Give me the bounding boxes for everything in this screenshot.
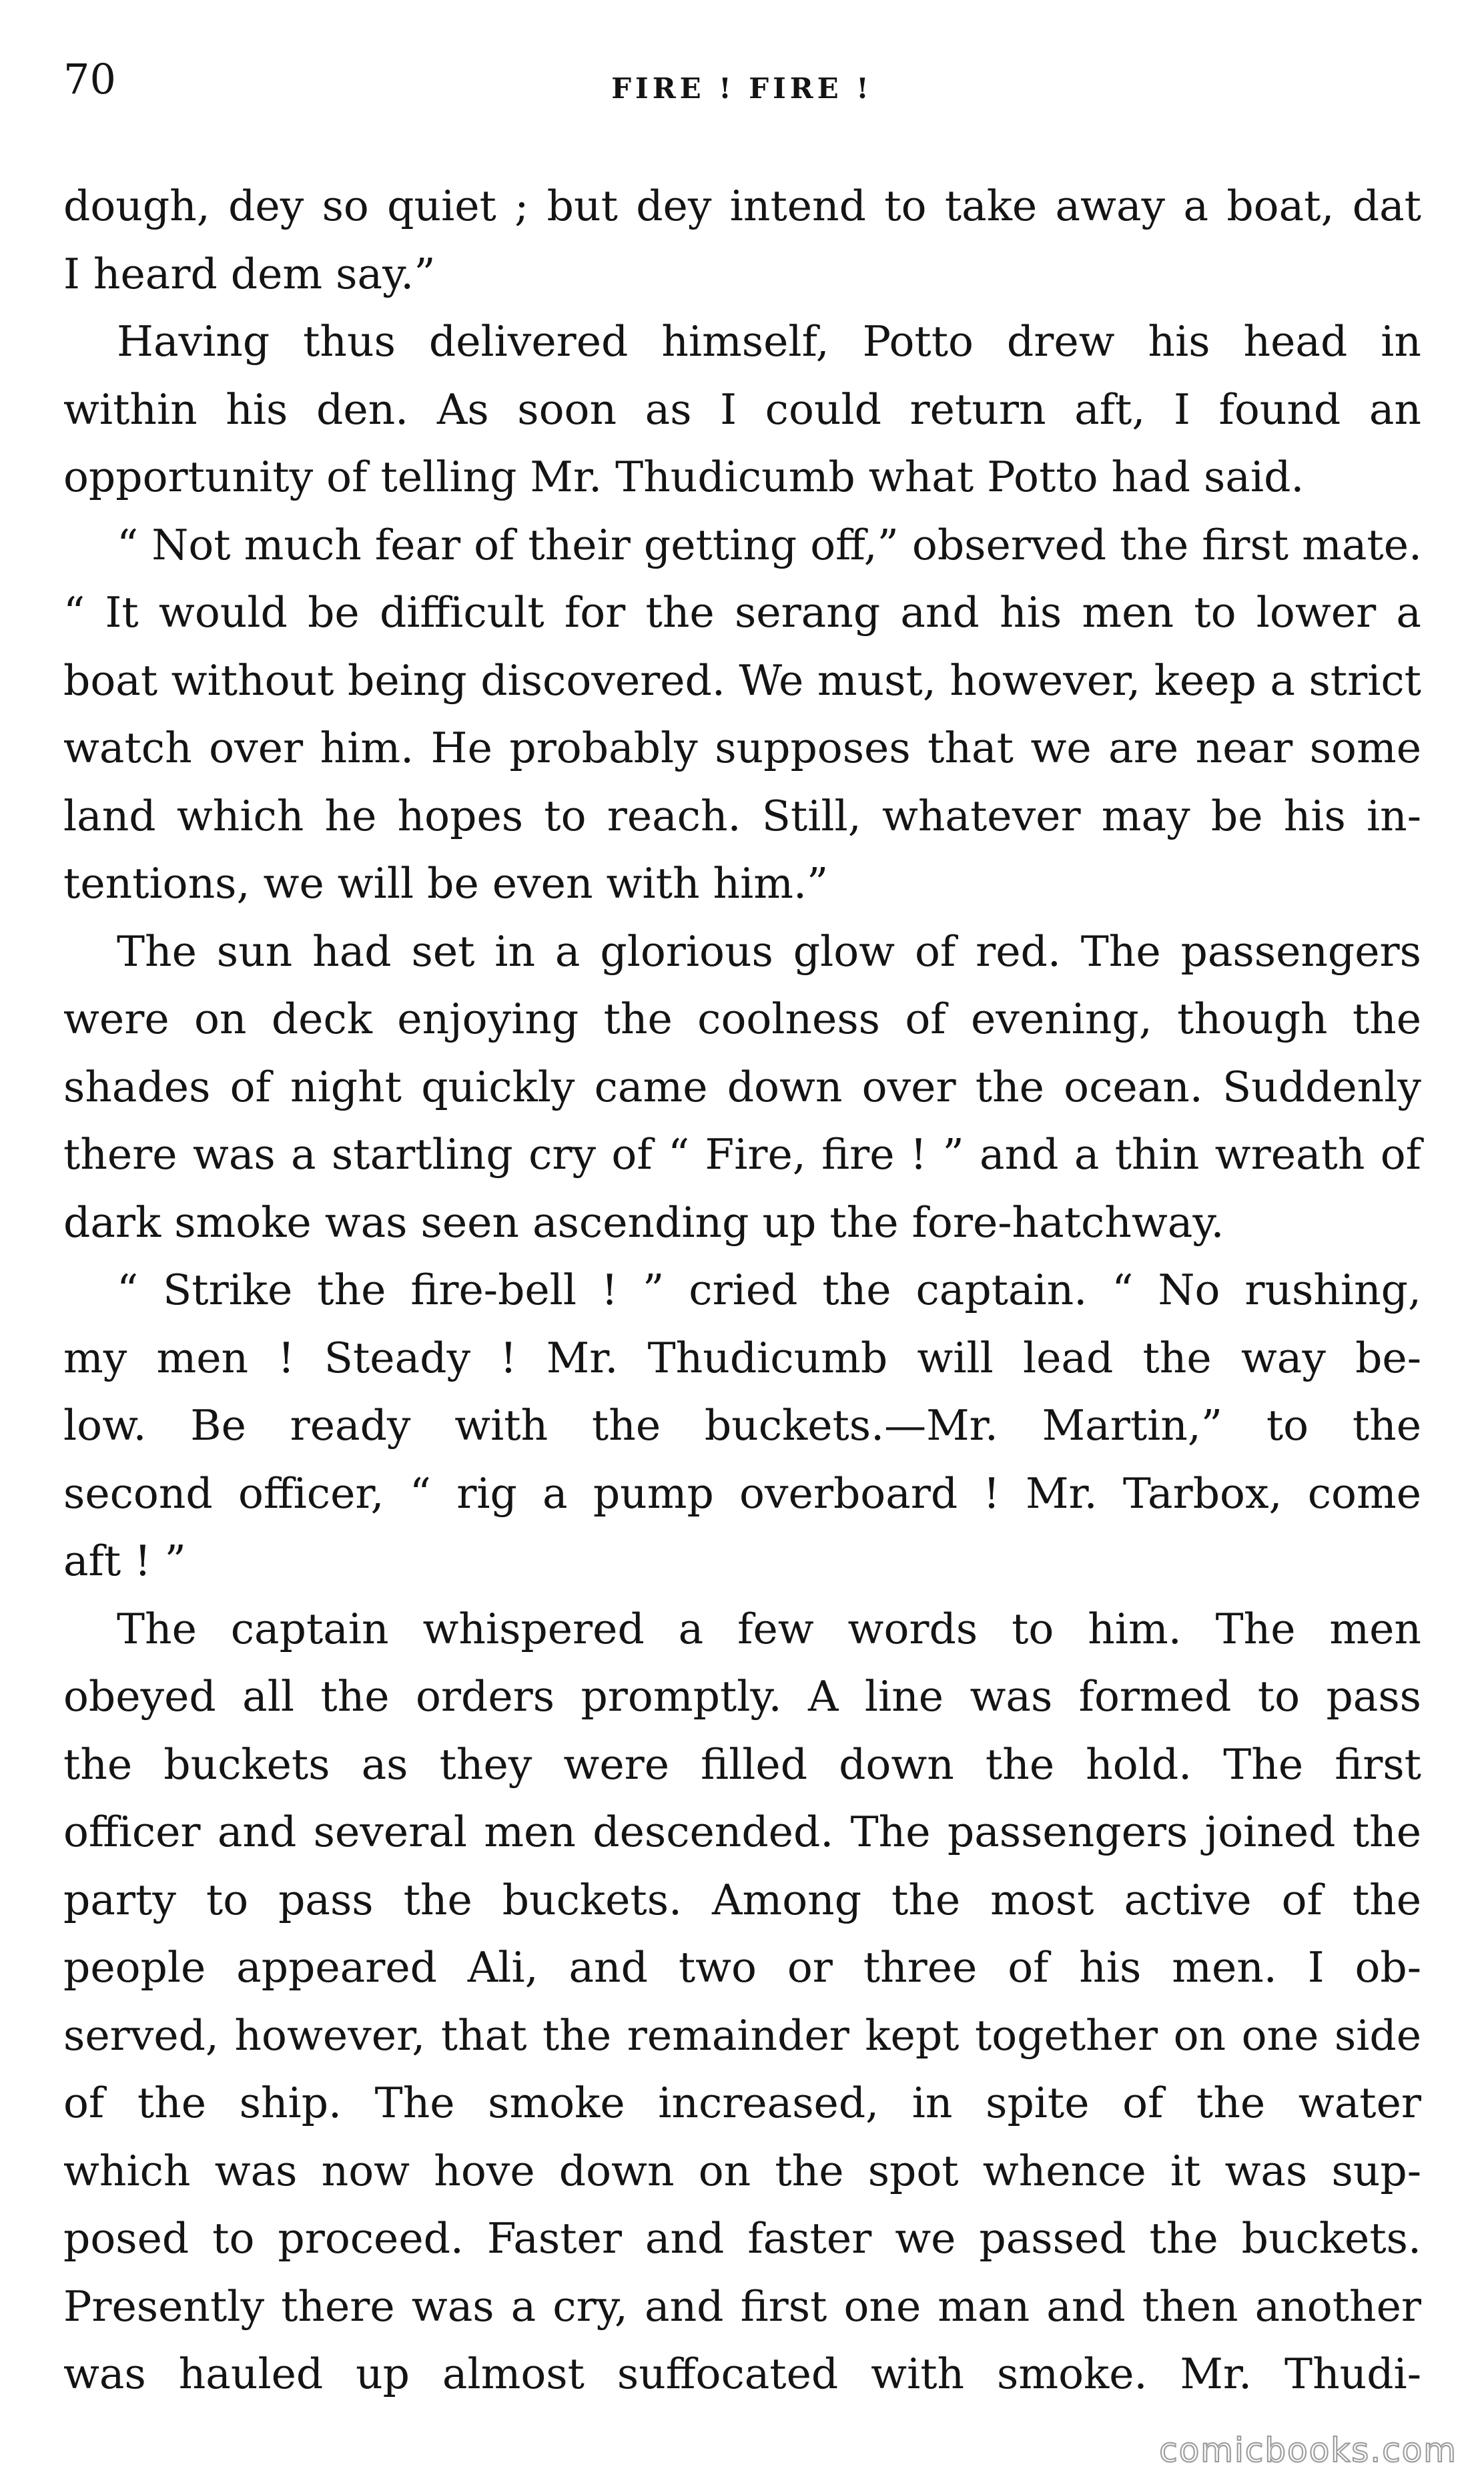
text-line: boat without being discovered. We must, however, keep a strict — [63, 655, 1421, 705]
text-line: of the ship. The smoke increased, in spite of the water — [63, 2079, 1421, 2127]
text-line: obeyed all the orders promptly. A line was formed to pass — [63, 1672, 1421, 1721]
text-line: served, however, that the remainder kept together on one side — [63, 2010, 1421, 2060]
text-line: tentions, we will be even with him.” — [63, 859, 829, 908]
text-line: the buckets as they were filled down the hold. The first — [63, 1739, 1421, 1789]
text-line: within his den. As soon as I could return aft, I found an — [63, 384, 1421, 434]
text-line: Presently there was a cry, and first one man and then another — [63, 2281, 1421, 2331]
text-line: watch over him. He probably supposes that we are near some — [63, 724, 1421, 772]
text-line: land which he hopes to reach. Still, whatever may be his in- — [63, 791, 1421, 840]
text-line: dark smoke was seen ascending up the fore-hatchway. — [63, 1197, 1224, 1247]
text-line: party to pass the buckets. Among the most active of the — [63, 1875, 1421, 1924]
running-head: FIRE ! FIRE ! — [611, 72, 873, 105]
text-line: were on deck enjoying the coolness of evening, though the — [63, 995, 1421, 1043]
text-line: dough, dey so quiet ; but dey intend to take away a boat, dat — [63, 182, 1421, 230]
watermark: comicbooks.com — [1159, 2431, 1457, 2470]
text-line: officer and several men descended. The passengers joined the — [63, 1808, 1421, 1856]
text-line: people appeared Ali, and two or three of his men. I ob- — [63, 1943, 1421, 1992]
text-line: opportunity of telling Mr. Thudicumb what Potto had said. — [63, 453, 1305, 501]
body-text — [63, 172, 1421, 2408]
text-line: Having thus delivered himself, Potto drew his head in — [117, 317, 1421, 366]
text-line: The sun had set in a glorious glow of red. The passengers — [117, 926, 1421, 976]
text-line: second officer, “ rig a pump overboard ! Mr. Tarbox, come — [63, 1468, 1421, 1518]
text-line: was hauled up almost suffocated with smoke. Mr. Thudi- — [63, 2349, 1421, 2398]
text-line: posed to proceed. Faster and faster we passed the buckets. — [63, 2214, 1421, 2263]
text-line: “ It would be difficult for the serang and his men to lower a — [63, 588, 1421, 637]
text-line: “ Not much fear of their getting off,” observed the first mate. — [117, 520, 1423, 569]
text-line: there was a startling cry of “ Fire, fire ! ” and a thin wreath of — [63, 1130, 1421, 1179]
text-line: shades of night quickly came down over the ocean. Suddenly — [63, 1062, 1421, 1111]
text-line: “ Strike the fire-bell ! ” cried the captain. “ No rushing, — [117, 1266, 1421, 1314]
page-number: 70 — [63, 55, 116, 103]
text-line: The captain whispered a few words to him. The men — [117, 1604, 1421, 1653]
text-line: I heard dem say.” — [63, 249, 436, 298]
text-line: low. Be ready with the buckets.—Mr. Martin,” to the — [63, 1401, 1421, 1450]
text-line: my men ! Steady ! Mr. Thudicumb will lead the way be- — [63, 1333, 1421, 1382]
text-line: aft ! ” — [63, 1537, 186, 1585]
text-line: which was now hove down on the spot whence it was sup- — [63, 2146, 1421, 2195]
